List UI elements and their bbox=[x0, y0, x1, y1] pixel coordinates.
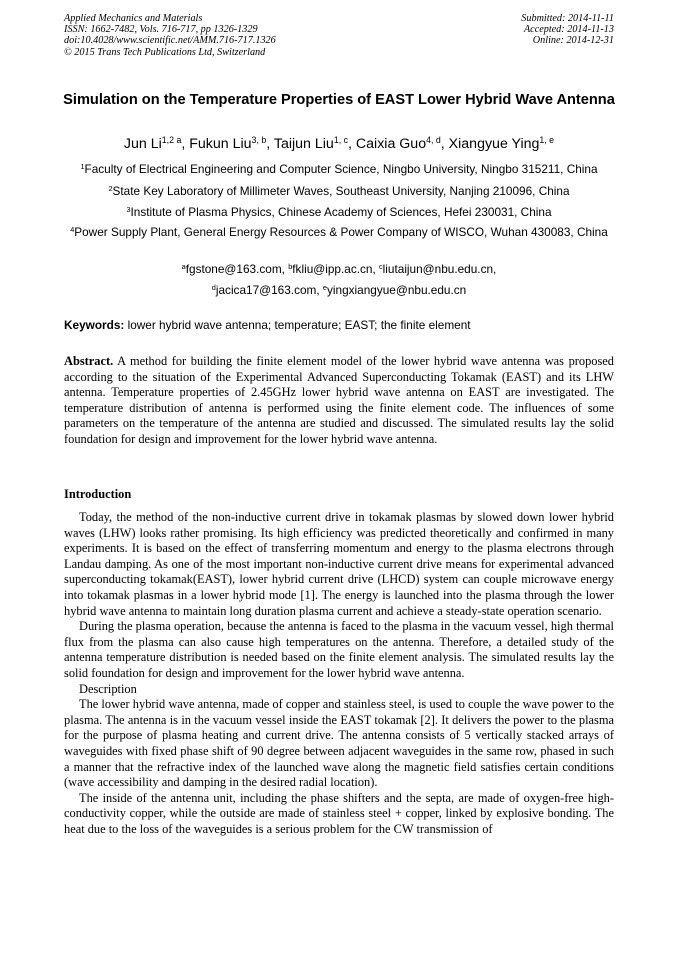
paragraph: Today, the method of the non-inductive current drive in tokamak plasmas by slowed down lower hybrid waves (LHW) looks rather promising. Its high efficiency was predicted theoretically and confirmed in many experiments. It is based on the effect of transferring momentum and energy to the plasma electrons through Landau damping. As one of the most important non-inductive current drive means for experimental advanced superconducting tokamak(EAST), lower hybrid current drive (LHCD) system can couple microwave energy into tokamak plasmas in a lower hybrid mode [1]. The energy is launched into the plasma through the lower hybrid wave antenna to maintain long duration plasma current and achieve a steady-state operation scenario. bbox=[64, 510, 614, 618]
paragraph: During the plasma operation, because the antenna is faced to the plasma in the vacuum vessel, high thermal flux from the plasma can also cause high temperatures on the antenna. Therefore, a detailed study of the antenna temperature distribution is needed based on the finite element analysis. The simulated results lay the solid foundation for design and improvement for the lower hybrid wave antenna. bbox=[64, 619, 614, 680]
keywords-label: Keywords: bbox=[64, 318, 125, 332]
keywords bbox=[64, 318, 471, 332]
email-b: fkliu@ipp.ac.cn, bbox=[292, 262, 380, 276]
journal-info bbox=[64, 13, 276, 58]
email-d: jacica17@163.com, bbox=[215, 283, 323, 297]
author-sup: 3, b bbox=[251, 135, 267, 146]
author-list: Jun $Li^{1,2 a}$, Fukun Liu$^{3, b}$, Taijun Liu$^{1, c}$, Caixia Guo$^{4, d}$, Xiangyue Ying$^{1, e}$ bbox=[123, 135, 555, 152]
submitted-date: Submitted: 2014-11-11 bbox=[521, 13, 614, 24]
journal-copyright: © 2015 Trans Tech Publications Ltd, Switzerland bbox=[64, 46, 266, 58]
affiliation-1: $^1$Faculty of Electrical Engineering and Computer Science, Ningbo University, Ningbo 315211, China bbox=[80, 161, 598, 176]
journal-name: Applied Mechanics and Materials bbox=[64, 13, 203, 24]
author-name: Jun Li bbox=[123, 136, 162, 152]
affiliation-4: $^4$Power Supply Plant, General Energy Resources & Power Company of WISCO, Wuhan 430083, China bbox=[70, 224, 608, 239]
affiliation-2: $^2$State Key Laboratory of Millimeter Waves, Southeast University, Nanjing 210096, China bbox=[108, 183, 570, 198]
author-sup: 1, e bbox=[539, 135, 555, 146]
email-c: liutaijun@nbu.edu.cn, bbox=[382, 262, 497, 276]
subheading-description: Description bbox=[79, 681, 137, 696]
author-sup: 1,2 a bbox=[161, 135, 182, 146]
email-a: fgstone@163.com, bbox=[185, 262, 289, 276]
abstract-label: Abstract. bbox=[64, 354, 114, 368]
email-e: yingxiangyue@nbu.edu.cn bbox=[326, 283, 467, 297]
accepted-date: Accepted: 2014-11-13 bbox=[523, 24, 614, 36]
author-sup: 1, c bbox=[333, 135, 349, 146]
author-name: Caixia Guo bbox=[355, 136, 427, 152]
author-name: Fukun Liu bbox=[189, 136, 252, 152]
journal-issn: ISSN: 1662-7482, Vols. 716-717, pp 1326-1329 bbox=[64, 24, 258, 36]
online-date: Online: 2014-12-31 bbox=[532, 35, 614, 47]
paragraph: The inside of the antenna unit, including the phase shifters and the septa, are made of oxygen-free high-conductivity copper, while the outside are made of stainless steel + copper, linked by explosive bonding. The heat due to the loss of the waveguides is a serious problem for the CW transmission of bbox=[64, 790, 614, 836]
email-line-2: $^d$jacica17@163.com, $^e$yingxiangyue@nbu.edu.cn bbox=[211, 282, 467, 297]
abstract bbox=[64, 354, 614, 448]
submission-dates bbox=[521, 13, 614, 47]
author-name: Xiangyue Ying bbox=[448, 136, 540, 152]
paper-title: Simulation on the Temperature Properties of EAST Lower Hybrid Wave Antenna bbox=[63, 92, 615, 108]
author-sup: 4, d bbox=[426, 135, 441, 146]
author-name: Taijun Liu bbox=[273, 136, 334, 152]
affiliation-3: $^3$Institute of Plasma Physics, Chinese Academy of Sciences, Hefei 230031, China bbox=[126, 204, 552, 219]
abstract-text: A method for building the finite element model of the lower hybrid wave antenna was proposed according to the situation of the Experimental Advanced Superconducting Tokamak (EAST) and its LHW antenna. Temperature properties of 2.45GHz lower hybrid wave antenna on EAST are investigated. The temperature distribution of antenna is performed using the finite element code. The influences of some parameters on the temperature of the antenna are studied and discussed. The simulated results lay the solid foundation for design and improvement for the lower hybrid wave antenna. bbox=[64, 354, 614, 446]
email-line-1: $^a$fgstone@163.com, $^b$fkliu@ipp.ac.cn, $^c$liutaijun@nbu.edu.cn, bbox=[181, 261, 497, 276]
introduction-body bbox=[64, 510, 614, 837]
paragraph: The lower hybrid wave antenna, made of copper and stainless steel, is used to couple the wave power to the plasma. The antenna is in the vacuum vessel inside the EAST tokamak [2]. It delivers the power to the plasma for the purpose of plasma heating and current drive. The antenna consists of 5 vertically stacked arrays of waveguides with fixed phase shift of 90 degree between adjacent waveguides in the same row, phased in such a manner that the refractive index of the launched wave along the magnetic field satisfies certain conditions (wave accessibility and damping in the desired radial location). bbox=[64, 697, 614, 790]
section-heading-introduction: Introduction bbox=[64, 487, 132, 501]
journal-doi: doi:10.4028/www.scientific.net/AMM.716-717.1326 bbox=[64, 35, 276, 47]
keywords-text: lower hybrid wave antenna; temperature; EAST; the finite element bbox=[124, 318, 471, 332]
